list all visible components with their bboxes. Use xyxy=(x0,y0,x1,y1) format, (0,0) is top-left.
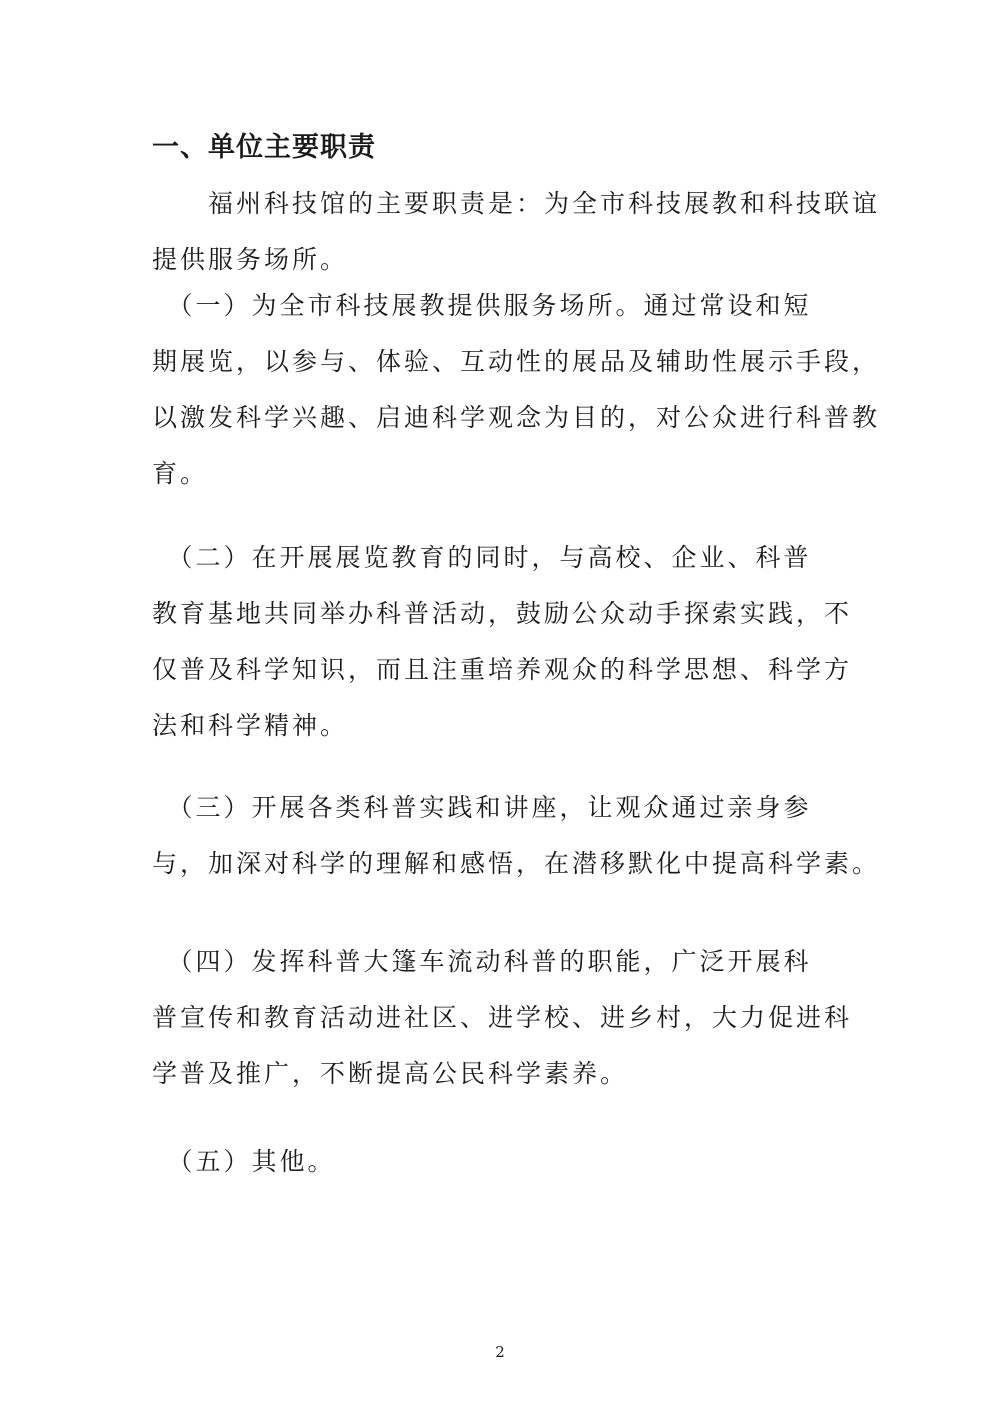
paragraph-line: （一）为全市科技展教提供服务场所。通过常设和短 xyxy=(152,291,812,320)
paragraph-line: 教育基地共同举办科普活动，鼓励公众动手探索实践，不 xyxy=(152,599,853,628)
paragraph-line: 提供服务场所。 xyxy=(152,245,349,274)
paragraph-line: 育。 xyxy=(152,459,209,488)
paragraph-line: （四）发挥科普大篷车流动科普的职能，广泛开展科 xyxy=(152,947,812,976)
paragraph-line: 法和科学精神。 xyxy=(152,711,349,740)
paragraph-item-1 xyxy=(152,278,881,502)
paragraph-intro xyxy=(152,176,881,288)
paragraph-line: 与，加深对科学的理解和感悟，在潜移默化中提高科学素。 xyxy=(152,849,881,878)
paragraph-item-2 xyxy=(152,530,862,754)
paragraph-line: 学普及推广，不断提高公民科学素养。 xyxy=(152,1059,629,1088)
paragraph-line: （二）在开展展览教育的同时，与高校、企业、科普 xyxy=(152,543,812,572)
paragraph-line: 期展览，以参与、体验、互动性的展品及辅助性展示手段， xyxy=(152,347,881,376)
page-number: 2 xyxy=(495,1343,505,1361)
paragraph-line: 仅普及科学知识，而且注重培养观众的科学思想、科学方 xyxy=(152,655,853,684)
paragraph-line: （三）开展各类科普实践和讲座，让观众通过亲身参 xyxy=(152,793,812,822)
section-heading: 一、单位主要职责 xyxy=(152,132,376,163)
paragraph-line: 普宣传和教育活动进社区、进学校、进乡村，大力促进科 xyxy=(152,1003,853,1032)
paragraph-line: 以激发科学兴趣、启迪科学观念为目的，对公众进行科普教 xyxy=(152,403,881,432)
paragraph-line: 福州科技馆的主要职责是：为全市科技展教和科技联谊 xyxy=(152,189,881,218)
paragraph-line: （五）其他。 xyxy=(152,1147,336,1176)
paragraph-item-4 xyxy=(152,934,862,1102)
paragraph-item-3 xyxy=(152,780,881,892)
paragraph-item-5 xyxy=(152,1134,862,1190)
